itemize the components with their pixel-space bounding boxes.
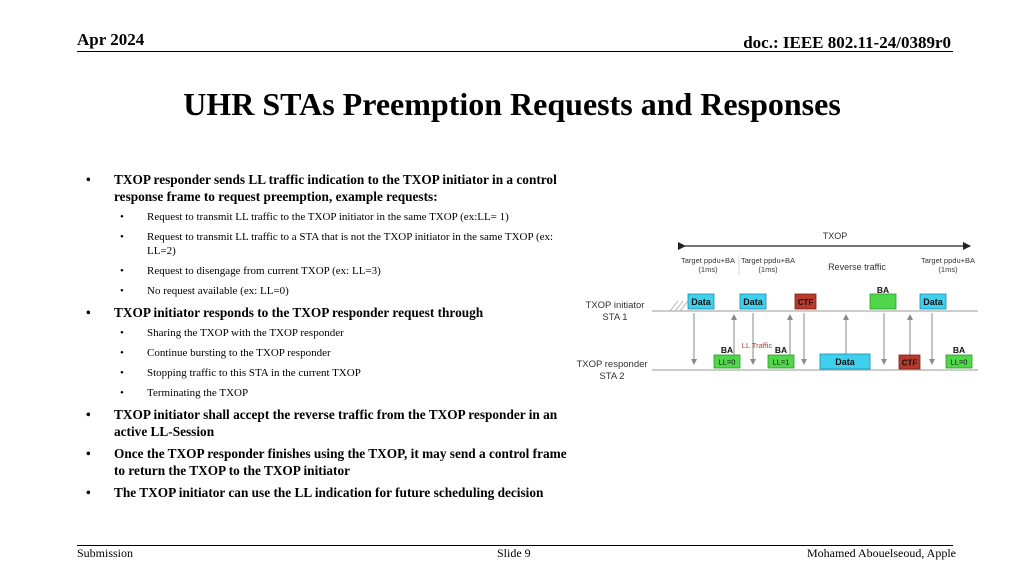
bullet-text: TXOP initiator shall accept the reverse traffic from the TXOP responder in an active LL-Session: [114, 407, 558, 439]
bullet-marker: •: [86, 446, 91, 461]
reverse-traffic-label: Reverse traffic: [828, 262, 886, 272]
responder-label: TXOP responder: [576, 359, 648, 370]
bullet-marker: •: [120, 367, 124, 379]
footer-author: Mohamed Abouelseoud, Apple: [807, 546, 956, 560]
footer-slide-number: Slide 9: [497, 546, 531, 560]
sta1-data-label-2: Data: [743, 297, 763, 307]
sta2-ba-label-3: BA: [952, 345, 966, 355]
initiator-label: TXOP initiator: [585, 300, 645, 311]
responder-sta-label: STA 2: [599, 371, 625, 382]
duration-label-2: (1ms): [758, 265, 778, 274]
sub-bullet-item: [84, 326, 576, 340]
sta1-ba-frame: [870, 294, 896, 309]
bullet-marker: •: [120, 347, 124, 359]
txop-label: TXOP: [822, 231, 848, 241]
txop-timing-diagram: [572, 222, 984, 392]
sub-bullet-text: Sharing the TXOP with the TXOP responder: [147, 327, 344, 339]
bullet-marker: •: [86, 407, 91, 422]
sta2-ll0-label-2: LL=0: [950, 357, 968, 367]
bullet-list: [84, 171, 576, 506]
bullet-item: [84, 304, 576, 321]
sta2-ll1-label: LL=1: [772, 357, 790, 367]
target-label-2: Target ppdu+BA: [741, 256, 795, 265]
target-label-1: Target ppdu+BA: [681, 256, 735, 265]
bullet-marker: •: [120, 285, 124, 297]
target-label-3: Target ppdu+BA: [921, 256, 975, 265]
bullet-text: TXOP responder sends LL traffic indication to the TXOP initiator in a control response frame to request preemption, example requests:: [114, 172, 557, 204]
bullet-text: The TXOP initiator can use the LL indication for future scheduling decision: [114, 485, 544, 500]
header-doc-id: doc.: IEEE 802.11-24/0389r0: [743, 33, 951, 52]
sub-bullet-item: [84, 264, 576, 278]
contention-hatching: [670, 301, 688, 311]
sta2-ctf-label: CTF: [901, 358, 918, 368]
bullet-text: TXOP initiator responds to the TXOP responder request through: [114, 305, 484, 320]
bullet-marker: •: [120, 265, 124, 277]
sta1-data-label-3: Data: [923, 297, 943, 307]
sub-bullet-item: [84, 386, 576, 400]
sta2-ba-label-1: BA: [720, 345, 734, 355]
sub-bullet-text: Request to disengage from current TXOP (ex: LL=3): [147, 265, 381, 277]
bullet-item: [84, 171, 576, 205]
bullet-marker: •: [120, 211, 124, 223]
footer-left: Submission: [77, 546, 134, 560]
sta2-data-label: Data: [835, 357, 855, 367]
sub-bullet-item: [84, 230, 576, 258]
sub-bullet-text: Stopping traffic to this STA in the current TXOP: [147, 367, 361, 379]
bullet-marker: •: [86, 485, 91, 500]
bullet-marker: •: [86, 172, 91, 187]
sub-bullet-text: Request to transmit LL traffic to a STA that is not the TXOP initiator in the same TXOP (ex: LL=2): [147, 231, 554, 257]
sta1-ba-label: BA: [876, 285, 890, 295]
sta1-ctf-label: CTF: [797, 298, 814, 307]
ll-traffic-label: LL Traffic: [741, 341, 773, 350]
bullet-text: Once the TXOP responder finishes using the TXOP, it may send a control frame to return the TXOP to the TXOP initiator: [114, 446, 567, 478]
slide-title: UHR STAs Preemption Requests and Responses: [183, 86, 841, 122]
sta2-ll0-label-1: LL=0: [718, 357, 736, 367]
header-rule: [77, 51, 953, 52]
bullet-marker: •: [120, 327, 124, 339]
sub-bullet-text: Terminating the TXOP: [147, 387, 249, 399]
bullet-item: [84, 484, 576, 501]
initiator-sta-label: STA 1: [602, 312, 628, 323]
bullet-marker: •: [120, 387, 124, 399]
sub-bullet-item: [84, 366, 576, 380]
duration-label-1: (1ms): [698, 265, 718, 274]
bullet-item: [84, 445, 576, 479]
sub-bullet-item: [84, 346, 576, 360]
sub-bullet-text: Continue bursting to the TXOP responder: [147, 347, 331, 359]
sub-bullet-item: [84, 210, 576, 224]
bullet-marker: •: [86, 305, 91, 320]
duration-label-3: (1ms): [938, 265, 958, 274]
sta2-ba-label-2: BA: [774, 345, 788, 355]
sta1-data-label-1: Data: [691, 297, 711, 307]
bullet-marker: •: [120, 231, 124, 243]
header-date: Apr 2024: [77, 30, 145, 49]
bullet-item: [84, 406, 576, 440]
sub-bullet-item: [84, 284, 576, 298]
sub-bullet-text: No request available (ex: LL=0): [147, 285, 289, 297]
sub-bullet-text: Request to transmit LL traffic to the TXOP initiator in the same TXOP (ex:LL= 1): [147, 211, 509, 223]
